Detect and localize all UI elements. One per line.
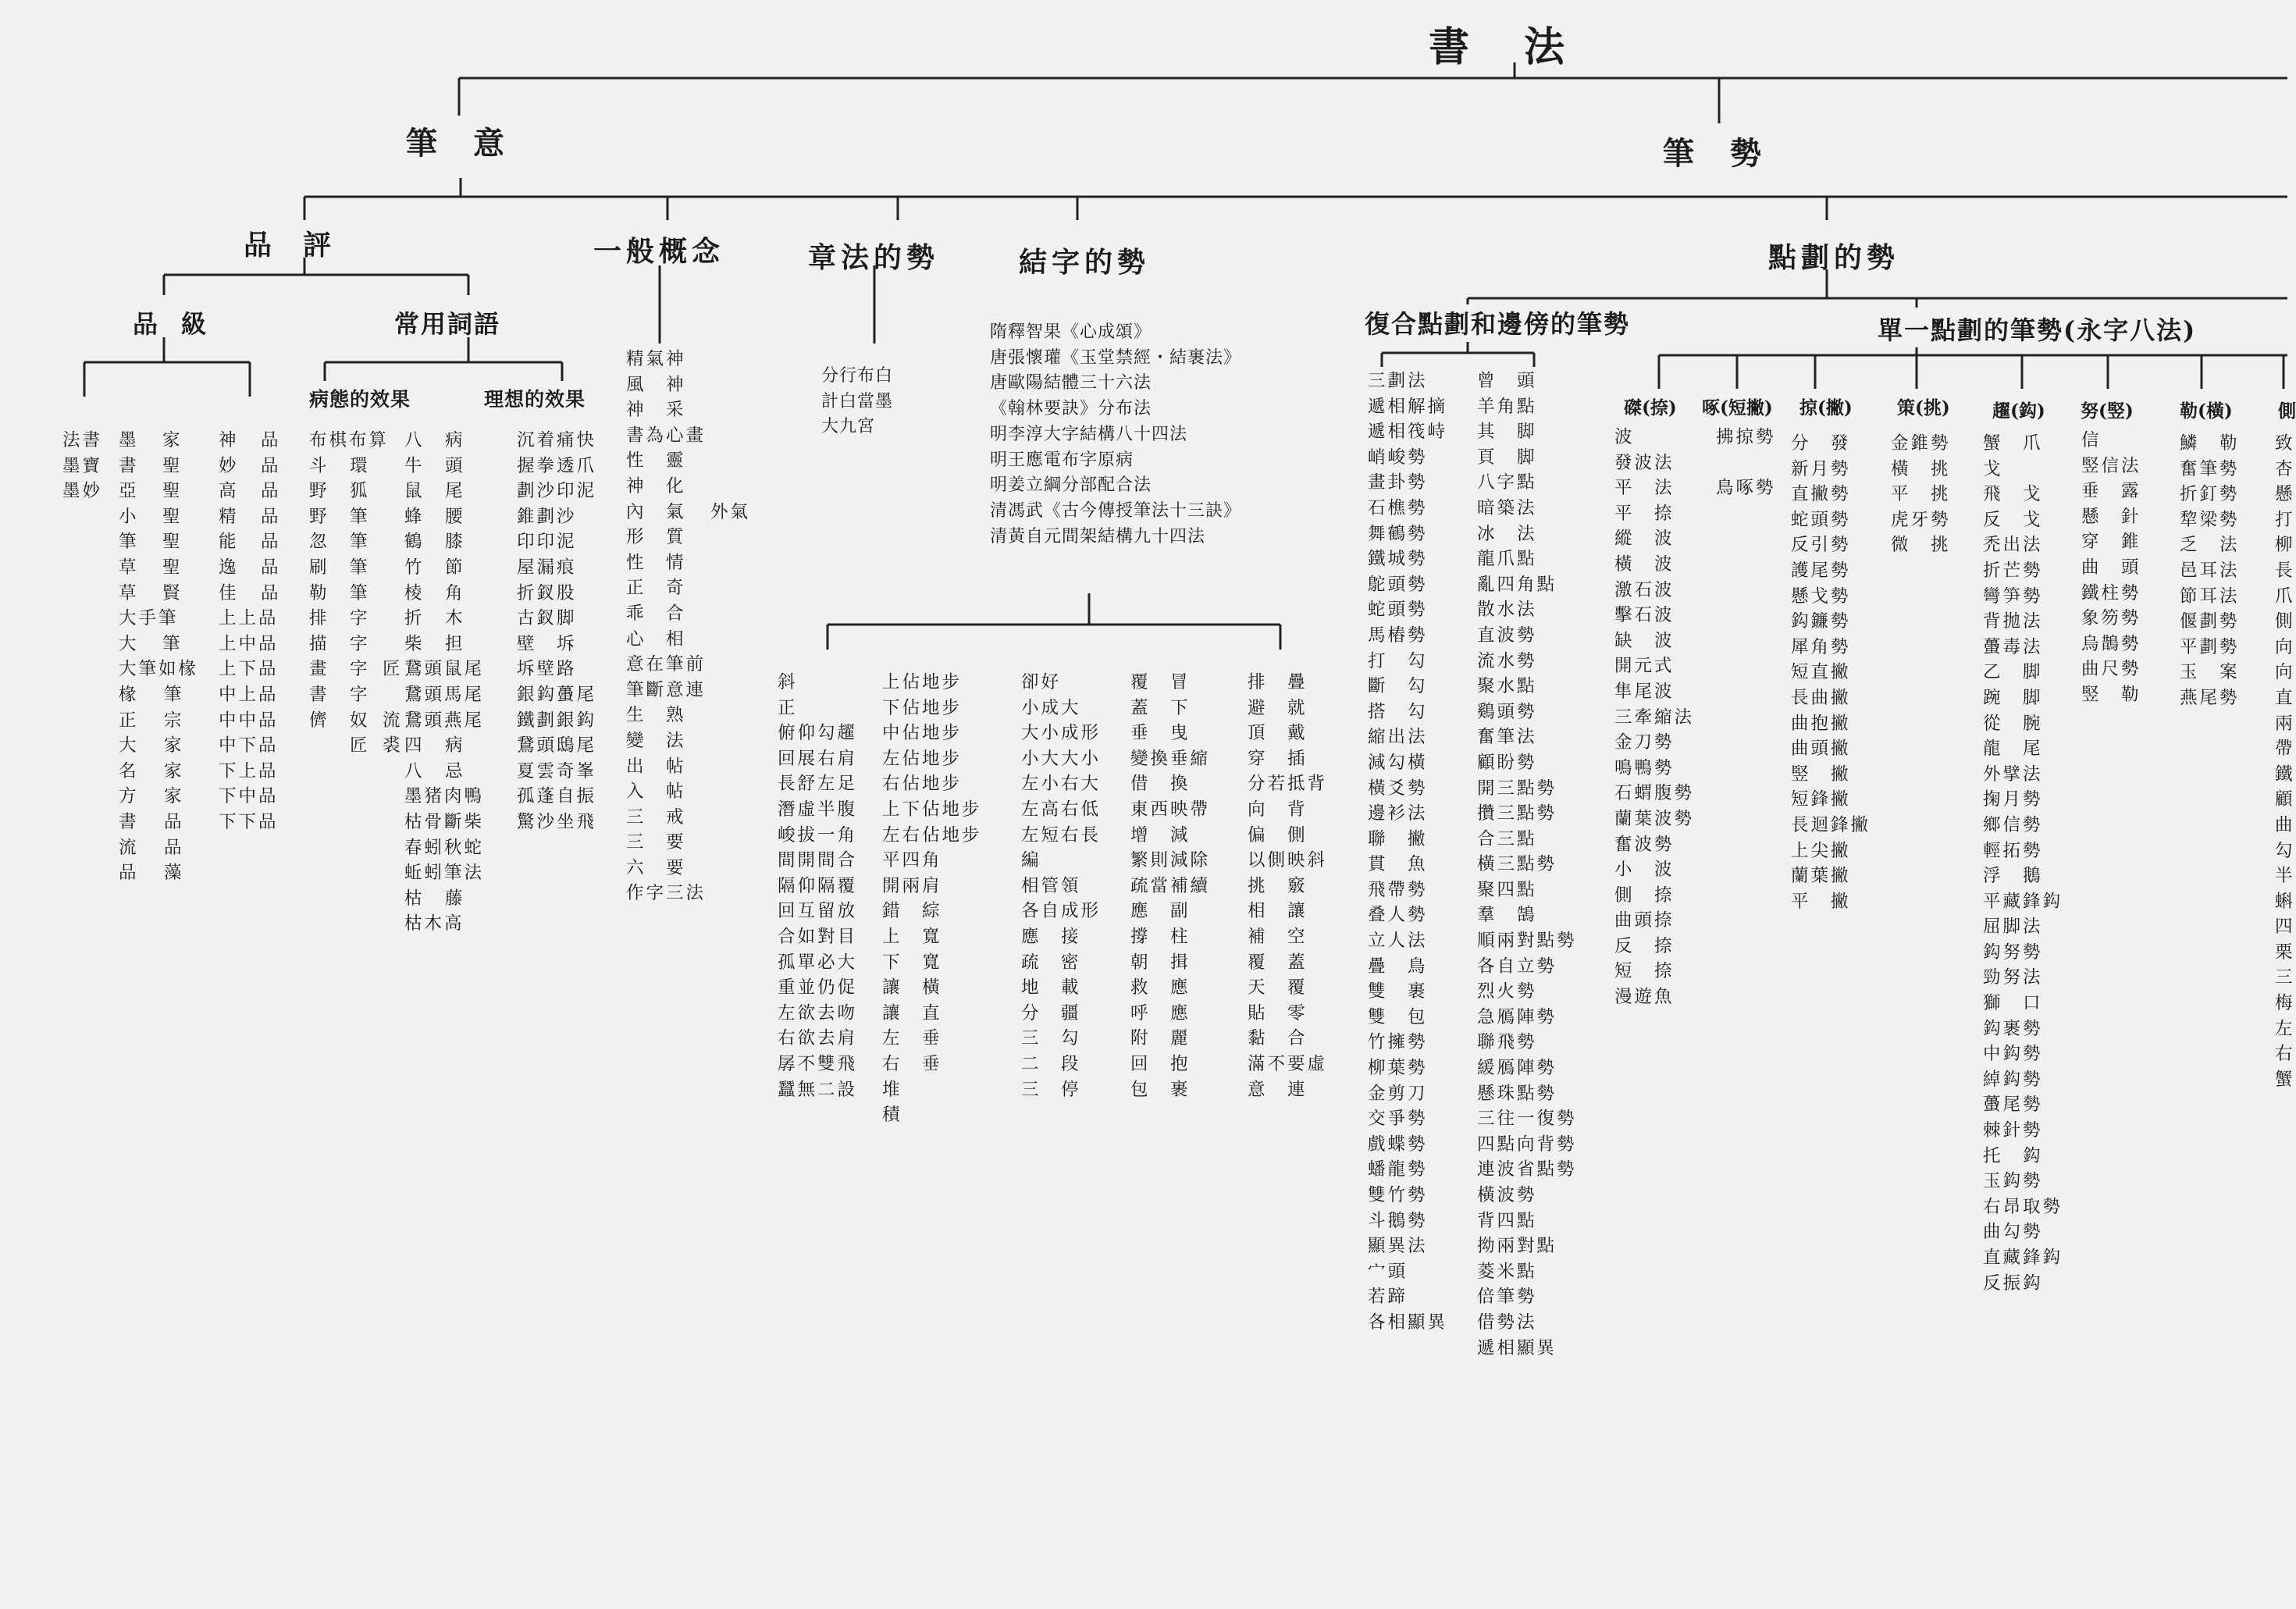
heading-bingtai: 病態的效果	[309, 388, 411, 411]
stroke-heading-ze: 磔(捺)	[1624, 397, 1677, 418]
jiezi-column: 斜 正 俯仰勾趯 回展右肩 長舒左足 潛虛半腹 峻拔一角 間開間合 隔仰隔覆 回互留放 合如對目 孤單必大 重並仍促 左欲去吻 右欲去肩 孱不雙飛 蠶無二設	[778, 672, 858, 1100]
stroke-items-ze: 波 發波法 平 法 平 捺 縱 波 橫 波 激石波 擊石波 缺 波 開元式 隼尾波 三牽縮法 金刀勢 鳴鴨勢 石蝟腹勢 蘭葉波勢 奮波勢 小 波 側 捺 曲頭捺 反 捺 短 捺 漫遊魚	[1614, 427, 1695, 1008]
stroke-heading-le: 勒(橫)	[2180, 400, 2233, 422]
jiezi-column: 上佔地步 下佔地步 中佔地步 左佔地步 右佔地步 上下佔地步 左右佔地步 平四角 開兩肩 錯 綜 上 寬 下 寬 讓 橫 讓 直 左 垂 右 垂 堆 積	[882, 672, 982, 1126]
bingtai-column: 布棋布算 斗 野 野 忽 刷 勒 排 描 畫 書 儕	[309, 430, 390, 731]
bingtai-column: 匠 流 裘	[383, 659, 403, 756]
heading-pinji: 品級	[133, 309, 230, 339]
stroke-heading-lue: 掠(撇)	[1799, 397, 1853, 418]
bingtai-column: 八 牛 鼠 蜂 鶴 竹 棱 折 柴 鵞頭鼠尾 鵞頭馬尾 鵞頭燕尾 四 八 墨猪肉鴨 枯骨斷柴 春蚓秋蛇 蚯蚓筆法 枯 枯木高	[404, 430, 485, 934]
heading-yiban-gainian: 一般概念	[593, 235, 725, 268]
stroke-heading-ti: 趯(鈎)	[1992, 400, 2045, 422]
stroke-heading-cefan: 側	[2278, 400, 2296, 422]
jiezi-column: 卻好 小成大 大小成形 小大大小 左小右大 左高右低 左短右長 編 相管領 各自成形 應 接 疏 密 地 載 分 疆 三 勾 二 段 三 停	[1021, 672, 1102, 1100]
stroke-items-lue: 分 發 新月勢 直撇勢 蛇頭勢 反引勢 護尾勢 懸戈勢 鈎鐮勢 犀角勢 短直撇 長曲撇 曲抱撇 曲頭撇 竪 撇 短鋒撇 長迴鋒撇 上尖撇 蘭葉撇 平 撇	[1791, 433, 1871, 912]
heading-zhangfa: 章法的勢	[808, 241, 940, 274]
stroke-items-zhuo: 拂掠勢 鳥啄勢	[1716, 427, 1776, 499]
heading-dianhua: 點劃的勢	[1768, 241, 1900, 274]
stroke-heading-ce: 策(挑)	[1897, 397, 1950, 418]
pinji-column: 家 聖 聖 聖 聖 聖 賢 筆	[162, 430, 183, 654]
pinji-column: 神 妙 高 精 能 逸 佳 上上品 上中品 上下品 中上品 中中品 中下品 下上品 下中品 下下品	[219, 430, 279, 832]
bingtai-column: 病 頭 尾 腰 膝 節 角 木 担 病 忌 藤	[445, 430, 465, 909]
heading-bi-yi: 筆意	[406, 125, 540, 162]
jiezi-source-list: 隋釋智果《心成頌》 唐張懷瓘《玉堂禁經・結裹法》 唐歐陽結體三十六法 《翰林要訣》分布法 明李淳大字結構八十四法 明王應電布字原病 明姜立綱分部配合法 清馮武《古今傳授筆法十三訣》 清黃自元間架結構九十四法	[990, 322, 1242, 546]
stroke-heading-zhuo: 啄(短撇)	[1702, 397, 1773, 418]
yiban-column: 外氣	[710, 501, 751, 522]
heading-pin-ping: 品評	[244, 229, 363, 262]
pinji-column: 品 品 品 品 品 品 品	[261, 430, 281, 603]
heading-changyong: 常用詞語	[394, 309, 501, 339]
stroke-items-cefan: 致 杏 懸 打 柳 長 爪 側 向 向 直 兩 帶 鐵 顧 曲 勾 半 蝌 四 栗 三 梅 左 右 蟹	[2275, 433, 2295, 1090]
stroke-items-nu: 信 竪信法 垂 露 懸 針 穿 錐 曲 頭 鐵柱勢 象笏勢 烏鵲勢 曲尺勢 竪 勒	[2081, 430, 2141, 705]
bingtai-column: 環 狐 筆 筆 筆 筆 字 字 字 字 奴 匠	[350, 455, 370, 756]
pinji-column: 法書 墨寶 墨妙	[62, 430, 103, 502]
fuhe-column: 三劃法 遞相解摘 遞相筏峙 峭峻勢 畫卦勢 石樵勢 舞鶴勢 鐵城勢 鴕頭勢 蛇頭勢 馬樁勢 打 勾 斷 勾 搭 勾 縮出法 減勾橫 橫爻勢 邊衫法 聯 撇 貫 魚 飛帶勢 叠人勢 立人法 疊 鳥 雙 裹 雙 包 竹擁勢 柳葉勢 金剪刀 交爭勢 戲蝶勢 蟠龍勢 雙竹勢 斗鵝勢 顯異法 宀頭 若蹄 各相顯異	[1368, 371, 1448, 1333]
jiezi-column: 覆 冒 蓋 下 垂 曳 變換垂縮 借 換 東西映帶 增 減 繁則減除 疏當補續 應 副 撐 柱 朝 揖 救 應 呼 應 附 麗 回 抱 包 裹	[1130, 672, 1211, 1100]
fuhe-column: 曾 頭 羊角點 其 脚 頁 脚 八字點 暗築法 冰 法 龍爪點 亂四角點 散水法 直波勢 流水勢 聚水點 鷄頭勢 奮筆法 顧盼勢 開三點勢 攢三點勢 合三點 橫三點勢 聚四點 羣 鵠 順兩對點勢 各自立勢 烈火勢 急鴈陣勢 聯飛勢 緩鴈陣勢 懸珠點勢 三往一復勢 四點向背勢 連波省點勢 橫波勢 背四點 拗兩對點 菱米點 倍筆勢 借勢法 遞相顯異	[1477, 371, 1577, 1358]
heading-fuhe: 復合點劃和邊傍的筆勢	[1365, 309, 1631, 339]
heading-danyi: 單一點劃的筆勢(永字八法)	[1878, 315, 2197, 345]
zhangfa-list: 分行布白 計白當墨 大九宮	[821, 366, 894, 437]
heading-lixiang: 理想的效果	[484, 388, 586, 411]
pinji-column: 墨 書 亞 小 筆 草 草 大手筆 大 大筆如椽 椽 正 大 名 方 書 流 品	[119, 430, 199, 884]
jiezi-column: 排 疊 避 就 頂 戴 穿 插 分若抵背 向 背 偏 側 以側映斜 挑 竅 相 讓 補 空 覆 蓋 天 覆 貼 零 黏 合 滿不要虛 意 連	[1248, 672, 1328, 1100]
pinji-column: 筆 宗 家 家 家 品 品 藻	[164, 684, 184, 884]
stroke-heading-nu: 努(竪)	[2081, 400, 2134, 422]
root-title: 書法	[1429, 23, 1620, 71]
stroke-items-le: 鱗 勒 奮筆勢 折釘勢 犂梁勢 乏 法 邑耳法 節耳法 偃劃勢 平劃勢 玉 案 燕尾勢	[2180, 433, 2240, 708]
heading-jiezi: 結字的勢	[1019, 246, 1151, 279]
stroke-items-ti: 蟹 爪 戈 飛 戈 反 戈 禿出法 折芒勢 彎笋勢 背拋法 蠆毒法 乙 脚 踠 脚 從 腕 龍 尾 外擘法 掬月勢 鄉信勢 輕拓勢 浮 鵝 平藏鋒鈎 屈脚法 鈎努勢 勁努法 獅 口 鈎裹勢 中鈎勢 綽鈎勢 蠆尾勢 棘針勢 托 鈎 玉鈎勢 右昂取勢 曲勾勢 直藏鋒鈎 反振鈎	[1983, 433, 2063, 1294]
stroke-items-ce: 金錐勢 橫 挑 平 挑 虎牙勢 微 挑	[1891, 433, 1951, 556]
lixiang-column: 沉着痛快 握拳透爪 劃沙印泥 錐劃沙 印印泥 屋漏痕 折釵股 古釵脚 壁 坼 坼壁路 銀鈎蠆尾 鐵劃銀鈎 鵞頭鴟尾 夏雲奇峯 孤蓬自振 驚沙坐飛	[517, 430, 597, 832]
yiban-column: 精氣神 風 神 神 采 書為心畫 性 靈 神 化 內 氣 形 質 性 情 正 奇 乖 合 心 相 意在筆前 筆斷意連 生 熟 變 法 出 帖 入 帖 三 戒 三 要 六 要 作字三法	[626, 349, 707, 904]
heading-bi-shi: 筆勢	[1663, 135, 1797, 172]
